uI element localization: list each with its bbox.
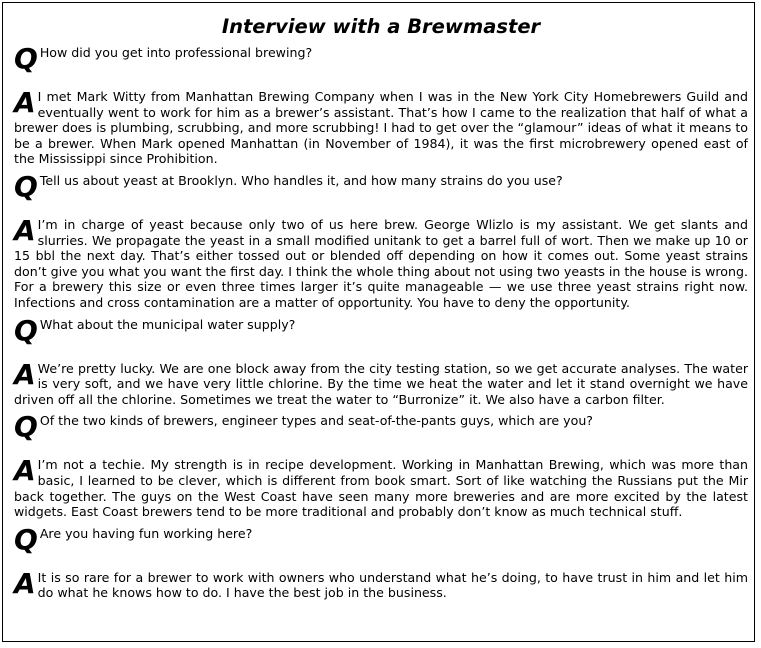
- answer-text: I met Mark Witty from Manhattan Brewing Company when I was in the New York City Homebrewers Guild and eventually went to work for him as a brewer’s assistant. That’s how I came to the realization that half of what a brewer does is plumbing, scrubbing, and more scrubbing! I had to get over the “glamour” ideas of what it means to be a brewer. When Mark opened Manhattan (in November of 1984), it was the first microbrewery opened east of the Mississippi since Prohibition.: [14, 89, 748, 167]
- question-text: How did you get into professional brewing?: [39, 45, 313, 60]
- answer-text: It is so rare for a brewer to work with owners who understand what he’s doing, to have trust in him and let him do what he knows how to do. I have the best job in the business.: [37, 569, 748, 601]
- question-text: Tell us about yeast at Brooklyn. Who handles it, and how many strains do you use?: [39, 172, 563, 188]
- question-letter: Q: [14, 410, 38, 444]
- answer-block: [14, 566, 748, 601]
- qa-list: [14, 42, 748, 601]
- answer-text: I’m not a techie. My strength is in recipe development. Working in Manhattan Brewing, which was more than basic, I learned to be clever, which is different from book smart. Sort of like watching the Russians put the Mir back together. The guys on the West Coast have seen many more breweries and are more excited by the latest widgets. East Coast brewers tend to be more traditional and probably don’t know as much technical stuff.: [14, 457, 748, 520]
- question-block: [14, 522, 748, 556]
- answer-text: We’re pretty lucky. We are one block away from the city testing station, so we get accurate analyses. The water is very soft, and we have very little chlorine. By the time we heat the water and let it stand overnight we have driven off all the chlorine. Sometimes we treat the water to “Burronize” it. We also have a carbon filter.: [14, 360, 748, 407]
- question-text: What about the municipal water supply?: [39, 316, 296, 332]
- answer-letter: A: [14, 357, 36, 391]
- answer-letter: A: [14, 213, 36, 247]
- answer-text: I’m in charge of yeast because only two of us here brew. George Wlizlo is my assistant. We get slants and slurries. We propagate the yeast in a small modified unitank to get a barrel full of wort. Then we make up 10 or 15 bbl the next day. That’s either tossed out or blended off depending on how it comes out. Some yeast strains don’t give you what you want the first day. I think the whole thing about not using two yeasts in the house is wrong. For a brewery this size or even three times larger it’s quite manageable — we use three yeast strains right now. Infections and cross contamination are a matter of opportunity. You have to deny the opportunity.: [14, 216, 748, 310]
- question-text: Are you having fun working here?: [39, 525, 253, 541]
- answer-block: [14, 213, 748, 311]
- question-letter: Q: [14, 522, 38, 556]
- answer-letter: A: [14, 86, 36, 119]
- question-block: [14, 410, 748, 444]
- document-page: [2, 2, 755, 642]
- question-block: [14, 169, 748, 203]
- question-letter: Q: [14, 169, 38, 203]
- answer-block: [14, 357, 748, 408]
- answer-block: [14, 86, 748, 167]
- question-letter: Q: [14, 42, 38, 75]
- answer-letter: A: [14, 566, 36, 600]
- answer-letter: A: [14, 454, 36, 488]
- question-block: [14, 42, 748, 75]
- question-text: Of the two kinds of brewers, engineer types and seat-of-the-pants guys, which are you?: [39, 413, 593, 429]
- answer-block: [14, 454, 748, 520]
- question-letter: Q: [14, 313, 38, 347]
- page-title: Interview with a Brewmaster: [221, 15, 541, 38]
- question-block: [14, 313, 748, 347]
